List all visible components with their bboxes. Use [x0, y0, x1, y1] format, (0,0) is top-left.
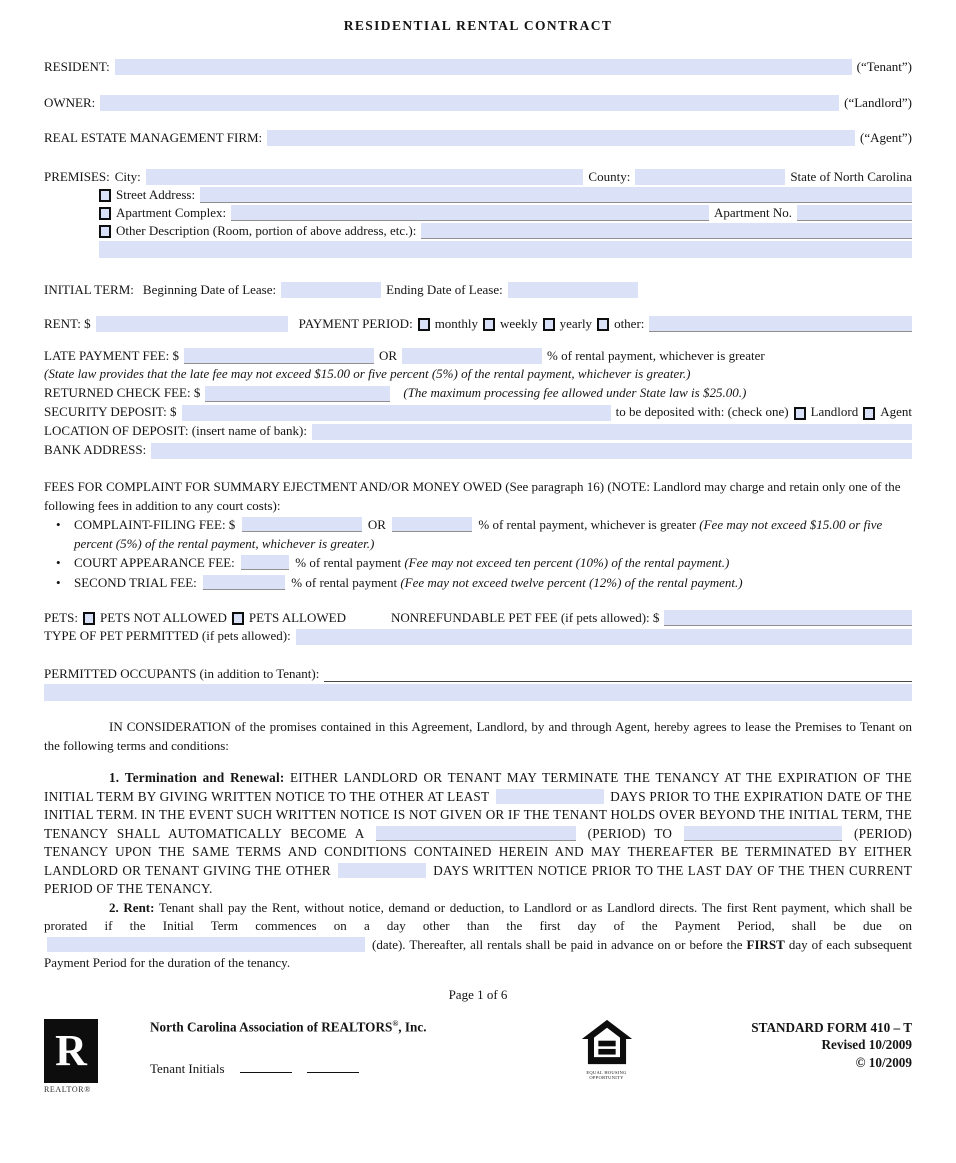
location-of-deposit-label: LOCATION OF DEPOSIT: (insert name of bank):	[44, 423, 307, 438]
other-description-label: Other Description (Room, portion of above address, etc.):	[116, 223, 417, 238]
premises-label: PREMISES:	[44, 169, 110, 184]
pet-type-row	[44, 627, 912, 645]
late-fee-note: (State law provides that the late fee may not exceed $15.00 or five percent (5%) of the rental payment, whichever is greater.)	[44, 366, 691, 381]
security-deposit-row	[44, 403, 912, 421]
other-checkbox[interactable]	[597, 318, 609, 331]
paragraph-2-text: (date). Thereafter, all rentals shall be paid in advance on or before the	[372, 936, 743, 952]
renewal-notice-days-input[interactable]	[338, 863, 426, 878]
returned-check-note: (The maximum processing fee allowed under State law is $25.00.)	[403, 385, 747, 400]
late-fee-row	[44, 347, 912, 364]
first-rent-due-date-input[interactable]	[47, 937, 365, 952]
street-address-input[interactable]	[200, 187, 912, 203]
equal-housing-block	[577, 1019, 637, 1080]
pets-not-allowed-checkbox[interactable]	[83, 612, 95, 625]
late-fee-percent-input[interactable]	[402, 348, 542, 364]
occupants-label: PERMITTED OCCUPANTS (in addition to Tenant):	[44, 666, 320, 681]
resident-row	[44, 58, 912, 75]
tenant-initials-line-1[interactable]	[240, 1061, 292, 1073]
period-from-input[interactable]	[376, 826, 576, 841]
city-label: City:	[114, 169, 141, 184]
initial-term-label: INITIAL TERM:	[44, 282, 134, 297]
period-to-input[interactable]	[684, 826, 842, 841]
returned-check-fee-input[interactable]	[205, 386, 390, 402]
pet-fee-label: NONREFUNDABLE PET FEE (if pets allowed): $	[390, 610, 660, 625]
second-trial-fee-note: (Fee may not exceed twelve percent (12%) of the rental payment.)	[400, 574, 743, 590]
complaint-fee-or: OR	[367, 517, 386, 532]
apartment-complex-input[interactable]	[231, 205, 709, 221]
agent-suffix: (“Agent”)	[860, 130, 912, 145]
apartment-no-input[interactable]	[797, 205, 912, 221]
bank-address-row	[44, 441, 912, 459]
landlord-option-label: Landlord	[810, 404, 859, 419]
second-trial-fee-mid: % of rental payment	[291, 574, 398, 590]
paragraph-2-number: 2.	[109, 899, 119, 915]
begin-date-input[interactable]	[281, 282, 381, 298]
weekly-checkbox[interactable]	[483, 318, 495, 331]
bullet-icon: •	[56, 517, 61, 532]
court-appearance-fee-mid: % of rental payment	[295, 555, 402, 570]
begin-date-label: Beginning Date of Lease:	[142, 282, 277, 297]
equal-housing-icon	[581, 1019, 633, 1065]
court-appearance-fee-label: COURT APPEARANCE FEE:	[74, 555, 235, 570]
city-input[interactable]	[146, 169, 584, 185]
pet-fee-input[interactable]	[664, 610, 912, 626]
late-fee-suffix: % of rental payment, whichever is greater	[547, 348, 765, 363]
tenant-initials-label: Tenant Initials	[150, 1060, 225, 1076]
monthly-option-label: monthly	[434, 316, 479, 331]
owner-row	[44, 94, 912, 111]
complaint-filing-fee-item	[44, 516, 912, 553]
court-appearance-fee-note: (Fee may not exceed ten percent (10%) of the rental payment.)	[404, 555, 730, 570]
deposit-bank-input[interactable]	[312, 424, 912, 440]
premises-row	[44, 168, 912, 185]
rent-amount-input[interactable]	[96, 316, 288, 332]
initial-term-row	[44, 281, 912, 298]
realtor-logo-icon: R	[44, 1019, 98, 1083]
complaint-fee-percent-input[interactable]	[392, 517, 472, 532]
rent-label: RENT: $	[44, 316, 91, 331]
landlord-checkbox[interactable]	[794, 407, 806, 420]
consideration-paragraph: IN CONSIDERATION of the promises contained in this Agreement, Landlord, by and through Agent, hereby agrees to lease the Premises to Tenant on the following terms and conditions:	[44, 719, 912, 753]
apartment-no-label: Apartment No.	[714, 205, 792, 220]
management-firm-row	[44, 129, 912, 146]
paragraph-1-text: DAYS WRITTEN NOTICE PRIOR TO THE LAST DAY OF THE THEN CURRENT PERIOD OF THE TENANCY.	[44, 862, 913, 896]
resident-input[interactable]	[115, 59, 852, 75]
late-fee-amount-input[interactable]	[184, 348, 374, 364]
management-firm-input[interactable]	[267, 130, 855, 146]
returned-check-label: RETURNED CHECK FEE: $	[44, 385, 201, 400]
pets-allowed-checkbox[interactable]	[232, 612, 244, 625]
court-appearance-fee-item	[44, 554, 912, 573]
page-number: Page 1 of 6	[448, 986, 508, 1002]
paragraph-1-number: 1.	[109, 770, 120, 785]
rent-row	[44, 315, 912, 332]
occupants-row	[44, 665, 912, 682]
landlord-suffix: (“Landlord”)	[844, 95, 912, 110]
court-appearance-fee-input[interactable]	[241, 555, 289, 570]
association-name	[150, 1019, 427, 1035]
other-description-checkbox[interactable]	[99, 225, 111, 238]
form-number: STANDARD FORM 410 – T	[751, 1019, 912, 1035]
pet-type-input[interactable]	[296, 629, 912, 645]
security-deposit-input[interactable]	[182, 405, 611, 421]
street-address-checkbox[interactable]	[99, 189, 111, 202]
county-label: County:	[588, 169, 631, 184]
paragraph-1-text: (PERIOD) TO	[587, 825, 673, 841]
second-trial-fee-label: SECOND TRIAL FEE:	[74, 574, 197, 590]
apartment-complex-label: Apartment Complex:	[116, 205, 227, 220]
late-fee-or: OR	[378, 348, 398, 363]
bullet-icon: •	[56, 574, 61, 590]
other-description-input[interactable]	[421, 223, 912, 239]
paragraph-1-heading: Termination and Renewal:	[124, 770, 285, 785]
end-date-input[interactable]	[508, 282, 638, 298]
pets-label: PETS:	[44, 610, 78, 625]
paragraph-2-text: Tenant shall pay the Rent, without notice, demand or deduction, to Landlord or as Landlord directs. The first Rent payment, which shall be prorated if the Initial Term commences on a day other than the first day of the Payment Period, shall be due on	[44, 899, 913, 933]
form-info	[751, 1019, 912, 1072]
association-block	[150, 1019, 427, 1077]
other-option-label: other:	[614, 316, 645, 331]
payment-period-label: PAYMENT PERIOD:	[298, 316, 413, 331]
yearly-checkbox[interactable]	[543, 318, 555, 331]
form-copyright: © 10/2009	[855, 1054, 912, 1070]
payment-period-other-input[interactable]	[649, 316, 912, 332]
complaint-fee-label: COMPLAINT-FILING FEE: $	[74, 517, 236, 532]
yearly-option-label: yearly	[559, 316, 593, 331]
pets-allowed-label: PETS ALLOWED	[248, 610, 346, 625]
occupants-extra-input[interactable]	[44, 684, 912, 701]
returned-check-row	[44, 384, 912, 402]
monthly-checkbox[interactable]	[418, 318, 430, 331]
association-name-suffix: , Inc.	[398, 1018, 427, 1034]
page-title: RESIDENTIAL RENTAL CONTRACT	[343, 18, 613, 33]
description-extra-input[interactable]	[99, 241, 912, 258]
bank-address-label: BANK ADDRESS:	[44, 442, 147, 457]
late-fee-label: LATE PAYMENT FEE: $	[44, 348, 179, 363]
footer	[44, 1019, 912, 1094]
paragraph-2-heading: Rent:	[123, 899, 155, 915]
paragraph-1-text: EITHER LANDLORD OR TENANT MAY TERMINATE THE TENANCY AT THE EXPIRATION OF THE INITIAL TERM BY GIVING WRITTEN NOTICE TO THE OTHER AT LEAST	[44, 770, 912, 804]
association-name-text: North Carolina Association of REALTORS	[150, 1018, 393, 1034]
agent-option-label: Agent	[880, 404, 912, 419]
owner-input[interactable]	[100, 95, 839, 111]
tenant-initials-line-2[interactable]	[307, 1061, 359, 1073]
management-firm-label: REAL ESTATE MANAGEMENT FIRM:	[44, 130, 263, 145]
paragraph-1-text: (PERIOD) TENANCY UPON THE SAME TERMS AND CONDITIONS CONTAINED HEREIN AND MAY THEREAFTER BE TERMINATED BY EITHER LANDLORD OR TENANT GIVING THE OTHER	[44, 825, 913, 878]
pet-type-label: TYPE OF PET PERMITTED (if pets allowed):	[44, 628, 291, 643]
tenant-initials-row	[150, 1061, 427, 1077]
form-revised: Revised 10/2009	[821, 1037, 912, 1052]
resident-label: RESIDENT:	[44, 59, 110, 74]
second-trial-fee-item	[44, 574, 912, 593]
paragraph-1-text: DAYS PRIOR TO THE EXPIRATION DATE OF THE INITIAL TERM. IN THE EVENT SUCH WRITTEN NOTICE IS NOT GIVEN OR IF THE TENANT HOLDS OVER BEYOND THE INITIAL TERM, THE TENANCY SHALL AUTOMATICALLY BECOME A	[44, 788, 913, 841]
complaint-fees-heading: FEES FOR COMPLAINT FOR SUMMARY EJECTMENT AND/OR MONEY OWED (See paragraph 16) (NOTE: Landlord may charge and retain only one of the following fees in addition to any court costs):	[44, 479, 901, 513]
apartment-complex-row	[99, 204, 912, 221]
realtor-logo-text: REALTOR®	[44, 1084, 91, 1094]
complaint-fee-amount-input[interactable]	[242, 517, 362, 532]
deposit-with-label: to be deposited with: (check one)	[615, 404, 789, 419]
bank-address-input[interactable]	[151, 443, 912, 459]
street-address-label: Street Address:	[116, 187, 196, 202]
second-trial-fee-input[interactable]	[203, 575, 285, 590]
bullet-icon: •	[56, 555, 61, 570]
end-date-label: Ending Date of Lease:	[386, 282, 503, 297]
weekly-option-label: weekly	[500, 316, 538, 331]
registered-mark: ®	[392, 1018, 399, 1028]
agent-checkbox[interactable]	[863, 407, 875, 420]
paragraph-2-bold-word: FIRST	[746, 936, 785, 952]
tenant-suffix: (“Tenant”)	[856, 59, 912, 74]
complaint-fee-mid: % of rental payment, whichever is greater	[478, 517, 697, 532]
other-description-row	[99, 222, 912, 239]
complaint-fee-note: (Fee may not exceed $15.00 or five percent (5%) of the rental payment, whichever is greater.)	[74, 517, 883, 551]
security-deposit-label: SECURITY DEPOSIT: $	[44, 404, 177, 419]
county-input[interactable]	[635, 169, 785, 185]
owner-label: OWNER:	[44, 95, 96, 110]
rent-paragraph	[44, 899, 912, 973]
notice-days-input[interactable]	[496, 789, 604, 804]
realtor-logo	[44, 1019, 114, 1094]
street-address-row	[99, 186, 912, 203]
pets-row	[44, 609, 912, 626]
apartment-complex-checkbox[interactable]	[99, 207, 111, 220]
location-of-deposit-row	[44, 422, 912, 440]
permitted-occupants-input[interactable]	[324, 667, 912, 682]
termination-renewal-paragraph	[44, 769, 912, 899]
pets-not-allowed-label: PETS NOT ALLOWED	[99, 610, 227, 625]
equal-housing-text: EQUAL HOUSING OPPORTUNITY	[586, 1069, 627, 1080]
paragraph-2-text: day of each subsequent Payment Period for the duration of the tenancy.	[44, 936, 913, 970]
state-text: State of North Carolina	[790, 169, 912, 184]
